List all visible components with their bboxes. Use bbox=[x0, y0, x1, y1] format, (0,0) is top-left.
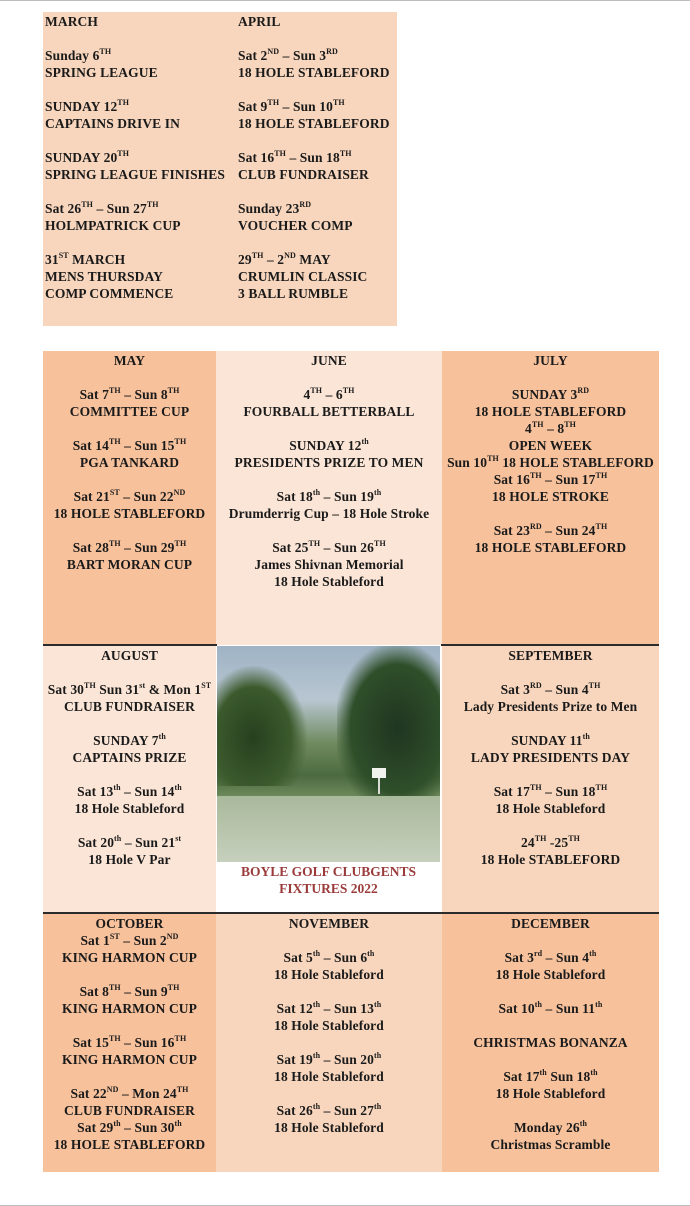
fixture-line bbox=[442, 505, 659, 522]
fixture-line: SUNDAY 20TH bbox=[45, 148, 130, 165]
fixture-line: Sat 14TH – Sun 15TH bbox=[72, 436, 187, 453]
fixture-line bbox=[43, 420, 216, 437]
month-heading: JUNE bbox=[311, 353, 347, 368]
fixture-line: Sat 2ND – Sun 3RD bbox=[238, 46, 338, 63]
fixture-line bbox=[216, 522, 442, 539]
fixture-line: BART MORAN CUP bbox=[66, 557, 193, 572]
fixture-line: Christmas Scramble bbox=[490, 1137, 611, 1152]
fixture-line bbox=[442, 715, 659, 732]
fixture-line bbox=[45, 30, 236, 47]
fixture-line: 18 Hole Stableford bbox=[274, 574, 384, 589]
fixture-line bbox=[45, 132, 236, 149]
fixture-line: Sat 19th – Sun 20th bbox=[276, 1050, 382, 1067]
fixture-line: 18 Hole Stableford bbox=[495, 967, 606, 982]
club-caption bbox=[217, 862, 440, 912]
month-heading: APRIL bbox=[238, 14, 281, 29]
fixture-line bbox=[442, 932, 659, 949]
fixture-line: CLUB FUNDRAISER bbox=[238, 167, 369, 182]
month-heading: AUGUST bbox=[101, 648, 158, 663]
august-column bbox=[43, 646, 216, 913]
fixture-line: SPRING LEAGUE FINISHES bbox=[45, 167, 225, 182]
fixture-line: Sat 30TH Sun 31st & Mon 1ST bbox=[47, 680, 212, 697]
fixture-line: Sat 1ST – Sun 2ND bbox=[80, 931, 179, 948]
fixture-line: KING HARMON CUP bbox=[62, 950, 197, 965]
fixture-line: Sat 15TH – Sun 16TH bbox=[72, 1033, 187, 1050]
fixture-line bbox=[442, 369, 659, 386]
fixture-line: Sat 25TH – Sun 26TH bbox=[272, 538, 386, 555]
fixture-line: Sat 18th – Sun 19th bbox=[276, 487, 382, 504]
fixture-line: 18 HOLE STABLEFORD bbox=[53, 506, 206, 521]
fixture-line: Sat 5th – Sun 6th bbox=[283, 948, 375, 965]
fixture-line: 18 HOLE STABLEFORD bbox=[474, 540, 627, 555]
fixture-line: Sat 23RD – Sun 24TH bbox=[493, 521, 608, 538]
fixture-line: 29TH – 2ND MAY bbox=[238, 250, 331, 267]
fixture-line: Sat 12th – Sun 13th bbox=[276, 999, 382, 1016]
fixture-line: CLUB FUNDRAISER bbox=[64, 699, 195, 714]
month-heading: SEPTEMBER bbox=[508, 648, 593, 663]
fixture-line: 18 HOLE STABLEFORD bbox=[53, 1137, 206, 1152]
month-heading: MARCH bbox=[45, 14, 98, 29]
fixture-line: 4TH – 8TH bbox=[524, 419, 577, 436]
fixture-line bbox=[45, 81, 236, 98]
fixture-line bbox=[43, 817, 216, 834]
fixture-line: Sunday 23RD bbox=[238, 199, 312, 216]
fixture-line: CHRISTMAS BONANZA bbox=[473, 1035, 628, 1050]
fixture-line: SUNDAY 7th bbox=[93, 731, 166, 748]
fixture-line: PRESIDENTS PRIZE TO MEN bbox=[234, 455, 424, 470]
november-column bbox=[216, 914, 442, 1172]
fixture-line: 18 Hole STABLEFORD bbox=[480, 852, 621, 867]
september-column bbox=[442, 646, 659, 913]
fixture-line bbox=[45, 234, 236, 251]
fixture-line: Sat 16TH – Sun 17TH bbox=[493, 470, 608, 487]
july-column bbox=[442, 351, 659, 645]
fixture-line bbox=[442, 1017, 659, 1034]
may-column bbox=[43, 351, 216, 645]
fixture-line bbox=[238, 183, 397, 200]
grid-divider bbox=[43, 912, 659, 914]
march-column bbox=[43, 12, 236, 326]
fixture-line: 18 HOLE STABLEFORD bbox=[238, 65, 390, 80]
fixture-line: 18 HOLE STROKE bbox=[492, 489, 609, 504]
fixture-line bbox=[43, 471, 216, 488]
fixture-line: Sat 3rd – Sun 4th bbox=[504, 948, 597, 965]
fixture-line bbox=[43, 1017, 216, 1034]
fixture-line bbox=[216, 369, 442, 386]
fixture-line bbox=[238, 234, 397, 251]
fixture-line: Sat 7TH – Sun 8TH bbox=[79, 385, 180, 402]
fixture-line: Sat 17th Sun 18th bbox=[503, 1067, 598, 1084]
fixture-line: Sat 13th – Sun 14th bbox=[77, 782, 182, 799]
fixture-line: OPEN WEEK bbox=[508, 438, 593, 453]
december-column bbox=[442, 914, 659, 1172]
fixture-line: Sat 26TH – Sun 27TH bbox=[45, 199, 159, 216]
october-column bbox=[43, 914, 216, 1172]
fixture-line bbox=[43, 766, 216, 783]
fixture-line: Sat 16TH – Sun 18TH bbox=[238, 148, 352, 165]
fixture-line: SUNDAY 12th bbox=[289, 436, 369, 453]
fixture-line: 18 Hole Stableford bbox=[274, 967, 384, 982]
fixture-line bbox=[216, 420, 442, 437]
fixture-line bbox=[442, 817, 659, 834]
fixture-line: GENTS FIXTURES 2022 bbox=[279, 864, 417, 896]
fixture-line: CAPTAINS PRIZE bbox=[72, 750, 187, 765]
fixture-line: BOYLE GOLF CLUB bbox=[240, 864, 371, 879]
fixture-line: Sat 17TH – Sun 18TH bbox=[493, 782, 608, 799]
fixture-line bbox=[43, 522, 216, 539]
fixture-line bbox=[442, 766, 659, 783]
fixture-line bbox=[442, 1051, 659, 1068]
fixture-line: PGA TANKARD bbox=[79, 455, 180, 470]
fixture-line bbox=[43, 966, 216, 983]
fixture-line bbox=[216, 983, 442, 1000]
fixture-line: COMMITTEE CUP bbox=[69, 404, 190, 419]
fixture-line: Sat 3RD – Sun 4TH bbox=[500, 680, 601, 697]
fixture-line bbox=[442, 983, 659, 1000]
fixture-line: COMP COMMENCE bbox=[45, 286, 174, 301]
fixture-line: 18 Hole V Par bbox=[88, 852, 171, 867]
fixture-line: SUNDAY 3RD bbox=[511, 385, 590, 402]
fixture-line bbox=[238, 132, 397, 149]
fixture-line bbox=[238, 30, 397, 47]
fixture-line: 18 Hole Stableford bbox=[274, 1120, 384, 1135]
april-column bbox=[236, 12, 397, 326]
fixture-line: Sat 8TH – Sun 9TH bbox=[79, 982, 180, 999]
fixture-line: SUNDAY 12TH bbox=[45, 97, 130, 114]
fixture-line: 31ST MARCH bbox=[45, 250, 126, 267]
fixture-line: CRUMLIN CLASSIC bbox=[238, 269, 368, 284]
fixture-line bbox=[216, 1085, 442, 1102]
fixture-line: 18 Hole Stableford bbox=[495, 801, 606, 816]
fixture-line: James Shivnan Memorial bbox=[254, 557, 404, 572]
fixture-line: Sat 10th – Sun 11th bbox=[498, 999, 603, 1016]
fixture-line: Sun 10TH 18 HOLE STABLEFORD bbox=[447, 453, 654, 470]
fixture-line bbox=[442, 1102, 659, 1119]
fixture-line: LADY PRESIDENTS DAY bbox=[470, 750, 631, 765]
fixture-line: Sat 9TH – Sun 10TH bbox=[238, 97, 345, 114]
fixture-line: 18 HOLE STABLEFORD bbox=[238, 116, 390, 131]
fixture-line: HOLMPATRICK CUP bbox=[45, 218, 181, 233]
fixture-line: Lady Presidents Prize to Men bbox=[463, 699, 638, 714]
month-heading: DECEMBER bbox=[511, 916, 590, 931]
fixture-line: SUNDAY 11th bbox=[511, 731, 590, 748]
fixture-line: 18 Hole Stableford bbox=[495, 1086, 606, 1101]
fixture-line: 18 HOLE STABLEFORD bbox=[474, 404, 627, 419]
fixture-line: SPRING LEAGUE bbox=[45, 65, 158, 80]
fixture-line: Drumderrig Cup – 18 Hole Stroke bbox=[228, 506, 430, 521]
fixture-line: Sat 20th – Sun 21st bbox=[77, 833, 182, 850]
month-heading: JULY bbox=[533, 353, 568, 368]
fixture-line: 18 Hole Stableford bbox=[74, 801, 185, 816]
golf-course-photo bbox=[217, 646, 440, 862]
fixture-line: VOUCHER COMP bbox=[238, 218, 353, 233]
fixture-line bbox=[216, 1034, 442, 1051]
fixture-line: MENS THURSDAY bbox=[45, 269, 163, 284]
fixture-line bbox=[238, 81, 397, 98]
fixture-line bbox=[43, 715, 216, 732]
fixture-line bbox=[43, 369, 216, 386]
fixture-line: Sat 22ND – Mon 24TH bbox=[70, 1084, 189, 1101]
fixture-line: Sat 21ST – Sun 22ND bbox=[73, 487, 186, 504]
fixture-line: KING HARMON CUP bbox=[62, 1052, 197, 1067]
month-heading: NOVEMBER bbox=[288, 916, 370, 931]
fixture-line bbox=[43, 1068, 216, 1085]
fixture-line: 3 BALL RUMBLE bbox=[238, 286, 349, 301]
june-column bbox=[216, 351, 442, 645]
fixture-line: Sat 26th – Sun 27th bbox=[276, 1101, 382, 1118]
fixture-line bbox=[216, 932, 442, 949]
fixture-line: FOURBALL BETTERBALL bbox=[243, 404, 415, 419]
fixture-line: 4TH – 6TH bbox=[303, 385, 355, 402]
fixture-line: CAPTAINS DRIVE IN bbox=[45, 116, 180, 131]
grid-divider bbox=[43, 644, 217, 646]
fixture-line: 24TH -25TH bbox=[520, 833, 580, 850]
fixture-line: Sunday 6TH bbox=[45, 46, 112, 63]
month-heading: OCTOBER bbox=[95, 916, 164, 931]
fixture-line: Sat 29th – Sun 30th bbox=[77, 1118, 182, 1135]
fixture-line: 18 Hole Stableford bbox=[274, 1018, 384, 1033]
fixture-line: KING HARMON CUP bbox=[62, 1001, 197, 1016]
fixture-line: CLUB FUNDRAISER bbox=[64, 1103, 195, 1118]
fixture-line bbox=[43, 664, 216, 681]
fixture-line bbox=[45, 183, 236, 200]
fixture-line: 18 Hole Stableford bbox=[274, 1069, 384, 1084]
fixture-line bbox=[216, 471, 442, 488]
fixture-line: Monday 26th bbox=[513, 1118, 588, 1135]
fixture-line bbox=[442, 664, 659, 681]
fixture-line: Sat 28TH – Sun 29TH bbox=[72, 538, 187, 555]
grid-divider bbox=[441, 644, 659, 646]
month-heading: MAY bbox=[113, 353, 146, 368]
